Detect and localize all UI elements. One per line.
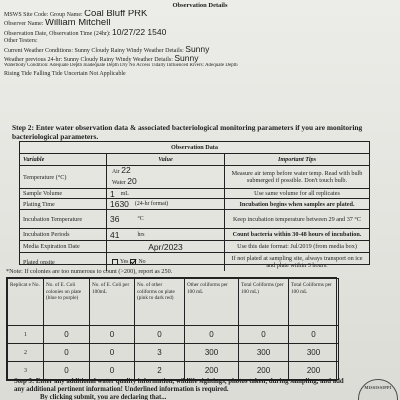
air-temp-value[interactable]: 22: [121, 166, 131, 175]
ecoli-colonies-cell[interactable]: 0: [44, 344, 90, 362]
other-testers-label: Other Testers:: [4, 38, 38, 44]
incubation-periods-label: Incubation Periods: [20, 229, 107, 240]
observation-datetime-label: Observation Date, Observation Time (24hr):: [4, 31, 111, 37]
ecoli-colonies-cell[interactable]: 0: [44, 326, 90, 344]
observation-data-title: Observation Data: [20, 142, 369, 154]
observation-details-title: Observation Details: [172, 2, 228, 9]
step3-heading: Step 3: Enter any additional water quality information, wildlife sightings, photos taken, during sampling, and add any additional pertinent information! Underlined information is required.: [14, 378, 344, 393]
replicate-number: 3: [8, 362, 44, 380]
observation-header-row: [20, 154, 369, 166]
other-coliforms-colonies-header: No. of other coliforms on plate (pink to dark red): [135, 279, 185, 326]
table-row: [8, 326, 339, 344]
ecoli-colonies-header: No. of E. Coli colonies on plate (blue to purple): [44, 279, 90, 326]
seal-text: MISSISSIPPI: [364, 385, 392, 390]
replicate-header: Replicat e No.: [8, 279, 44, 326]
plating-time-cell: [107, 199, 225, 209]
total-coliforms-per-100ml-header: Total Coliforms per 100 mL: [289, 279, 339, 326]
replicate-number: 1: [8, 326, 44, 344]
water-temp-line: [110, 177, 137, 188]
water-temp-value[interactable]: 20: [127, 176, 137, 186]
plated-onsite-tip: If not plated at sampling site, always transport on ice and plate within 3 hours.: [231, 255, 363, 269]
ecoli-per-100ml-cell[interactable]: 0: [90, 326, 135, 344]
ecoli-colonies-cell[interactable]: 0: [44, 362, 90, 380]
incubation-temperature-tip: Keep incubation temperature between 29 and 37 °C: [232, 215, 362, 223]
sample-volume-value[interactable]: 1: [110, 189, 115, 198]
bacteria-header-row: [8, 279, 339, 326]
other-coliforms-colonies-cell[interactable]: 2: [135, 362, 185, 380]
plated-onsite-no-checkbox[interactable]: [130, 259, 136, 265]
ecoli-per-100ml-header: No. of E. Coli per 100mL: [90, 279, 135, 326]
observation-datetime-value: 10/27/22 1540: [111, 28, 167, 37]
total-coliforms-per-100ml-cell[interactable]: 200: [289, 362, 339, 380]
observation-data-table: [19, 141, 370, 269]
site-code-label: MSWS Site Code: Group Name:: [4, 12, 83, 18]
temperature-tip: Measure air temp before water temp. Read with bulb submerged if possible. Don't touch bulb.: [231, 170, 363, 184]
other-coliforms-colonies-cell[interactable]: 0: [135, 326, 185, 344]
media-expiration-row: [20, 241, 369, 253]
site-code-line: [4, 10, 398, 19]
total-coliforms-cell[interactable]: 0: [239, 326, 289, 344]
incubation-temperature-cell: [107, 210, 225, 228]
table-row: [8, 362, 339, 380]
incubation-periods-tip: Count bacteria within 30-48 hours of incubation.: [232, 231, 362, 238]
plating-time-tip: Incubation begins when samples are plated.: [239, 200, 355, 208]
step3-instructions: [14, 378, 354, 400]
total-coliforms-per-100ml-cell[interactable]: 300: [289, 344, 339, 362]
plating-time-unit: (24-hr format): [134, 201, 169, 207]
other-coliforms-colonies-cell[interactable]: 3: [135, 344, 185, 362]
step2-heading: Step 2: Enter water observation data & associated bacteriological monitoring parameters if you are monitoring bacteriological parameters.: [12, 123, 363, 141]
ecoli-per-100ml-cell[interactable]: 0: [90, 362, 135, 380]
value-header: Value: [107, 154, 225, 165]
tide-line: Rising Tide Falling Tide Uncertain Not Applicable: [4, 71, 126, 77]
other-testers-line: [4, 37, 398, 45]
bacteria-count-table: [6, 277, 337, 381]
sample-volume-label: Sample Volume: [20, 189, 107, 198]
incubation-periods-row: [20, 229, 369, 241]
incubation-periods-unit: hrs: [137, 231, 145, 238]
incubation-temperature-row: [20, 210, 369, 229]
waterbody-condition-line: Waterbody Condition: Adequate Depth Inadequate Depth Dry No Access Tidally Influenced Rivers: Adequate Depth: [4, 63, 238, 68]
incubation-temperature-label: Incubation Temperature: [20, 210, 107, 228]
total-coliforms-header: Total Coliforms (per 100 mL): [239, 279, 289, 326]
sample-volume-cell: [107, 189, 225, 198]
other-coliforms-per-100ml-cell[interactable]: 200: [185, 362, 239, 380]
table-row: [8, 344, 339, 362]
plated-onsite-yes-checkbox[interactable]: [112, 259, 118, 265]
sample-volume-tip: Use same volume for all replicates: [254, 190, 340, 197]
plated-onsite-no-label: No: [138, 259, 146, 265]
temperature-values: [107, 166, 225, 188]
plating-time-row: [20, 199, 369, 210]
other-coliforms-per-100ml-cell[interactable]: 0: [185, 326, 239, 344]
site-code-value: Coal Bluff PRK: [84, 10, 148, 19]
colonies-note: *Note: If colonies are too numerous to count (>200), report as 250.: [6, 268, 173, 275]
media-expiration-cell: [107, 241, 225, 252]
incubation-periods-cell: [107, 229, 225, 240]
incubation-temperature-unit: °C: [137, 216, 144, 222]
current-weather-label: Current Weather Conditions: Sunny Cloudy Rainy Windy Weather Details:: [4, 48, 184, 54]
incubation-temperature-value[interactable]: 36: [110, 214, 120, 224]
total-coliforms-per-100ml-cell[interactable]: 0: [289, 326, 339, 344]
observer-line: [4, 19, 398, 28]
observer-label: Observer Name:: [4, 21, 44, 27]
plated-onsite-label: Plated onsite: [20, 253, 107, 271]
media-expiration-label: Media Expiration Date: [20, 241, 107, 252]
current-weather-value: Sunny: [185, 45, 210, 54]
air-label: Air: [112, 169, 120, 175]
variable-header: Variable: [20, 154, 107, 165]
temperature-row: [20, 166, 369, 189]
media-expiration-value[interactable]: Apr/2023: [148, 241, 183, 252]
tips-header: Important Tips: [225, 154, 369, 165]
step3-declaration: By clicking submit, you are declaring that...: [40, 394, 167, 400]
total-coliforms-cell[interactable]: 200: [239, 362, 289, 380]
temperature-label: Temperature (°C): [20, 166, 107, 188]
plating-time-label: Plating Time: [20, 199, 107, 209]
media-expiration-tip: Use this date format: Jul/2019 (from media box): [237, 243, 357, 250]
ecoli-per-100ml-cell[interactable]: 0: [90, 344, 135, 362]
other-coliforms-per-100ml-header: Other coliforms per 100 mL: [185, 279, 239, 326]
plated-onsite-yes-label: Yes: [120, 259, 129, 265]
seal-logo: [358, 379, 398, 400]
sample-volume-row: [20, 189, 369, 199]
observer-value: William Mitchell: [44, 19, 111, 28]
water-label: Water: [112, 180, 126, 186]
previous-weather-label: Weather previous 24-hr: Sunny Cloudy Rainy Windy Weather Details:: [4, 57, 173, 63]
total-coliforms-cell[interactable]: 300: [239, 344, 289, 362]
other-coliforms-per-100ml-cell[interactable]: 300: [185, 344, 239, 362]
previous-weather-value: Sunny: [174, 54, 199, 63]
plating-time-value[interactable]: 1630: [110, 199, 129, 209]
sample-volume-unit: mL: [120, 190, 129, 197]
replicate-number: 2: [8, 344, 44, 362]
incubation-periods-value[interactable]: 41: [110, 229, 120, 240]
bacteria-count-grid: [7, 278, 339, 380]
